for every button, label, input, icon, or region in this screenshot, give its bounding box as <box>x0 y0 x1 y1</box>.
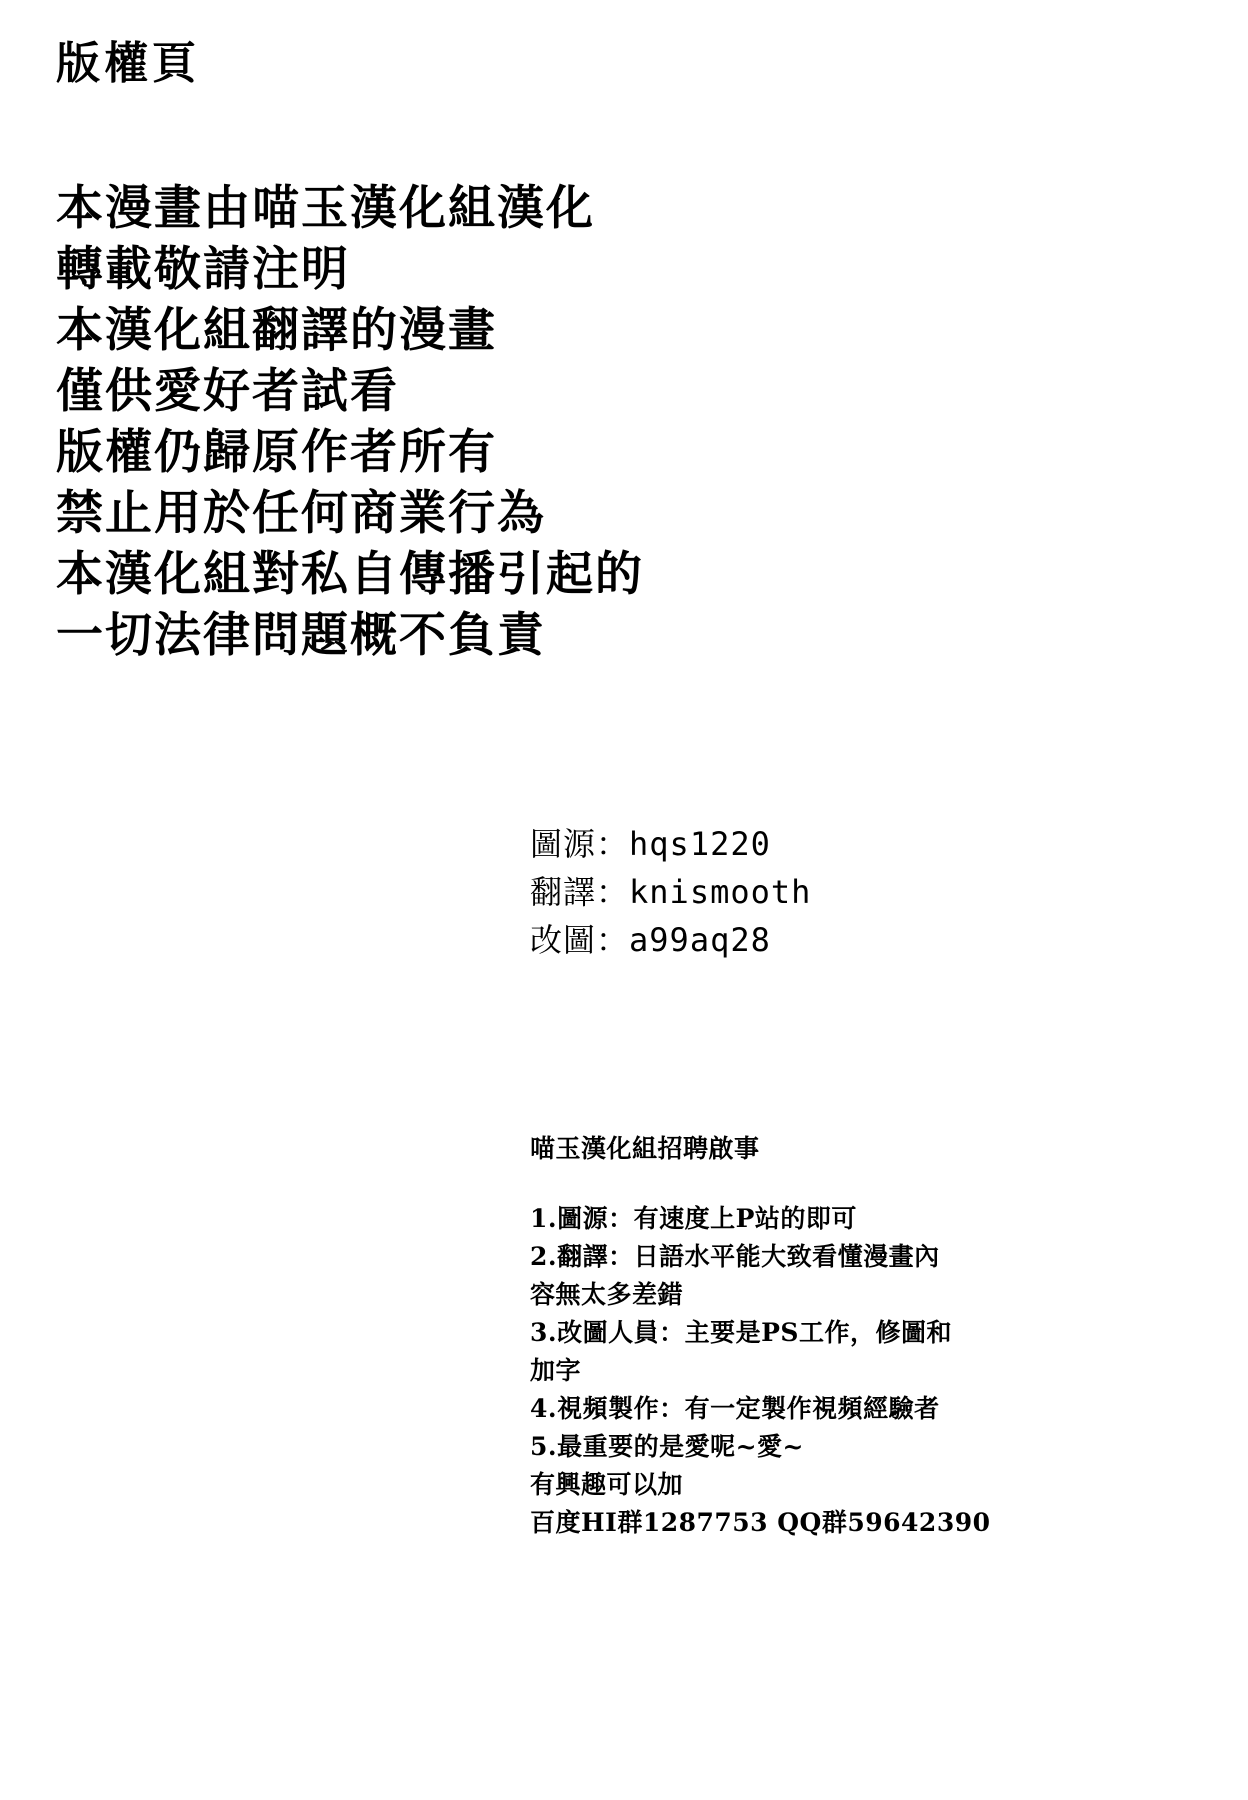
credit-row <box>530 868 811 916</box>
notice-line: 轉載敬請注明 <box>56 242 350 297</box>
recruit-item: 3.改圖人員：主要是PS工作，修圖和 <box>530 1318 952 1347</box>
recruit-item: 容無太多差錯 <box>530 1280 684 1309</box>
credit-value: hqs1220 <box>629 825 771 863</box>
notice-line: 本漢化組對私自傳播引起的 <box>56 547 644 602</box>
credit-label: 改圖： <box>530 921 630 959</box>
recruit-heading: 喵玉漢化組招聘啟事 <box>530 1134 760 1163</box>
credit-value: knismooth <box>629 873 812 911</box>
credit-label: 翻譯： <box>530 873 630 911</box>
credit-label: 圖源： <box>530 825 630 863</box>
notice-line: 一切法律問題概不負責 <box>56 608 546 663</box>
recruit-item: 5.最重要的是愛呢~愛~ <box>530 1432 804 1461</box>
notice-line: 本漫畫由喵玉漢化組漢化 <box>56 181 595 236</box>
notice-line: 禁止用於任何商業行為 <box>56 486 546 541</box>
recruit-item: 加字 <box>530 1356 582 1385</box>
recruit-footer-line: 有興趣可以加 <box>530 1470 684 1499</box>
credit-row <box>530 820 811 868</box>
notice-line: 版權仍歸原作者所有 <box>56 425 497 480</box>
page-title: 版權頁 <box>56 38 200 89</box>
credit-row <box>530 916 811 964</box>
credit-value: a99aq28 <box>629 921 771 959</box>
notice-line: 本漢化組翻譯的漫畫 <box>56 303 497 358</box>
credits-list <box>530 820 811 964</box>
recruit-contact-line: 百度HI群1287753 QQ群59642390 <box>530 1508 991 1537</box>
notice-line: 僅供愛好者試看 <box>56 364 399 419</box>
recruit-item: 1.圖源：有速度上P站的即可 <box>530 1204 857 1233</box>
copyright-notice <box>56 178 644 666</box>
recruit-item: 4.視頻製作：有一定製作視頻經驗者 <box>530 1394 940 1423</box>
recruit-item: 2.翻譯：日語水平能大致看懂漫畫內 <box>530 1242 940 1271</box>
recruitment-notice <box>530 1130 1090 1542</box>
